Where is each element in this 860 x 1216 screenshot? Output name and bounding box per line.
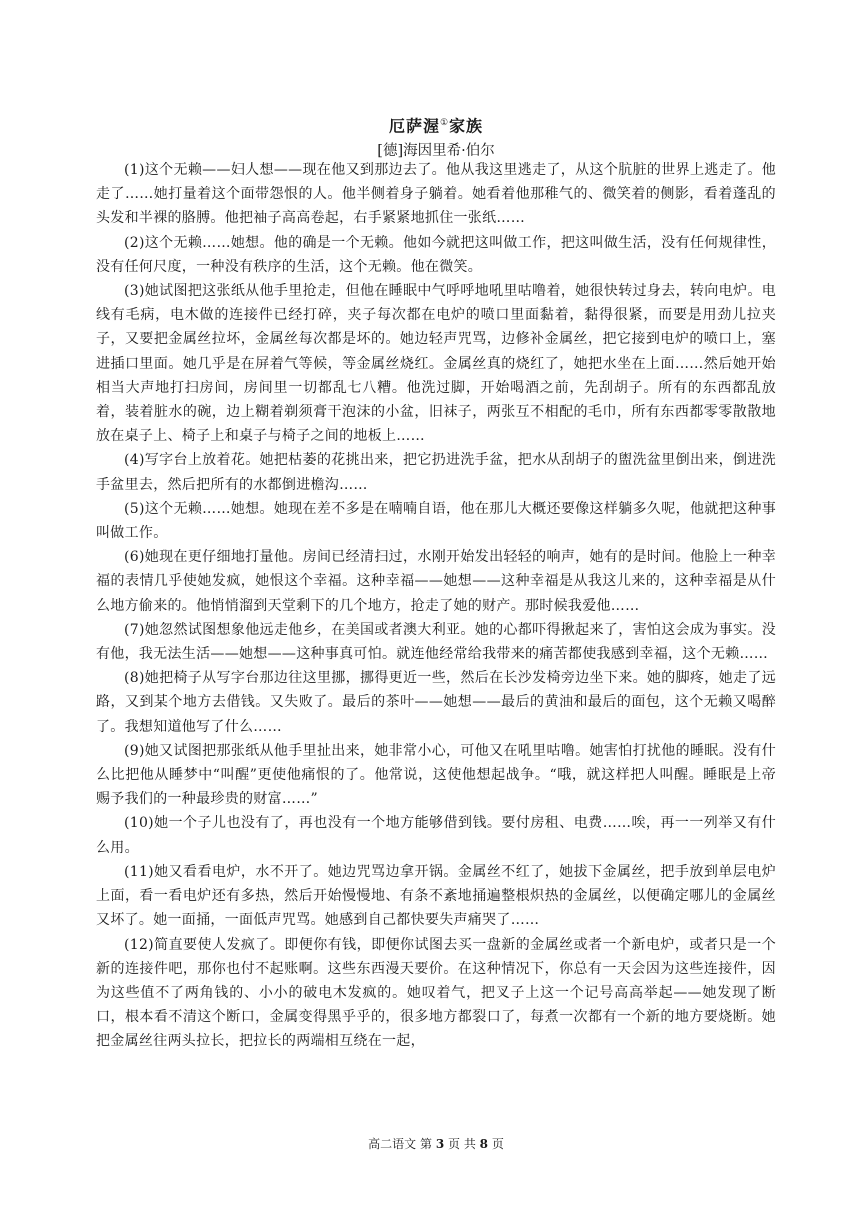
- footer-total-pages: 8: [479, 1137, 489, 1151]
- title-main: 厄萨渥: [388, 116, 440, 136]
- footer-page-number: 3: [435, 1137, 445, 1151]
- story-title: [96, 112, 776, 137]
- paragraph-7: (7)她忽然试图想象他远走他乡，在美国或者澳大利亚。她的心都吓得揪起来了，害怕这会成为事实。没有他，我无法生活——她想——这种事真可怕。就连他经常给我带来的痛苦都使我感到幸福，这个无赖……: [96, 621, 776, 663]
- title-suffix: 家族: [449, 116, 484, 136]
- paragraph-9: (9)她又试图把那张纸从他手里扯出来，她非常小心，可他又在吼里咕噜。她害怕打扰他的睡眠。没有什么比把他从睡梦中“叫醒”更使他痛恨的了。他常说，这使他想起战争。“哦，就这样把人叫醒。睡眠是上帝赐予我们的一种最珍贵的财富……”: [96, 742, 776, 808]
- paragraph-6: (6)她现在更仔细地打量他。房间已经清扫过，水刚开始发出轻轻的响声，她有的是时间。他脸上一种幸福的表情几乎使她发疯，她恨这个幸福。这种幸福——她想——这种幸福是从我这儿来的，这种幸福是从什么地方偷来的。他悄悄溜到天堂剩下的几个地方，抢走了她的财产。那时候我爱他……: [96, 549, 776, 614]
- footer-page-suffix: 页: [491, 1137, 504, 1151]
- title-footnote-marker: ①: [439, 118, 450, 128]
- footer-page-label: 第: [419, 1137, 432, 1151]
- author-line: [德]海因里希·伯尔: [377, 143, 495, 160]
- story-body: [96, 158, 776, 1054]
- paragraph-10: (10)她一个子儿也没有了，再也没有一个地方能够借到钱。要付房租、电费……唉，再一一列举又有什么用。: [96, 815, 776, 856]
- paragraph-11: (11)她又看看电炉，水不开了。她边咒骂边拿开锅。金属丝不红了，她拔下金属丝，把手放到单层电炉上面，看一看电炉还有多热，然后开始慢慢地、有条不紊地捅遍整根炽热的金属丝，以便确定哪儿的金属丝又坏了。她一面捅，一面低声咒骂。她感到自己都快要失声痛哭了……: [96, 863, 776, 929]
- paragraph-12: (12)简直要使人发疯了。即便你有钱，即便你试图去买一盘新的金属丝或者一个新电炉，或者只是一个新的连接件吧，那你也付不起账啊。这些东西漫天要价。在这种情况下，你总有一天会因为这些连接件，因为这些值不了两角钱的、小小的破电木发疯的。她叹着气，把叉子上这一个记号高高举起——她发现了断口，根本看不清这个断口，金属变得黑乎乎的，很多地方都裂口了，每煮一次都有一个新的地方要烧断。她把金属丝往两头拉长，把拉长的两端相互绕在一起，: [96, 936, 776, 1050]
- paragraph-8: (8)她把椅子从写字台那边往这里挪，挪得更近一些，然后在长沙发椅旁边坐下来。她的脚疼，她走了远路，又到某个地方去借钱。又失败了。最后的茶叶——她想——最后的黄油和最后的面包，这个无赖又喝醉了。我想知道他写了什么……: [96, 670, 776, 735]
- title-block: [96, 112, 776, 163]
- paragraph-5: (5)这个无赖……她想。她现在差不多是在喃喃自语，他在那儿大概还要像这样躺多久呢，他就把这种事叫做工作。: [96, 500, 776, 542]
- footer-subject: 高二语文: [368, 1137, 417, 1151]
- paragraph-3: (3)她试图把这张纸从他手里抢走，但他在睡眠中气呼呼地吼里咕噜着，她很快转过身去，转向电炉。电线有毛病，电木做的连接件已经打碎，夹子每次都在电炉的喷口里面黏着，黏得很紧，而要是用劲儿拉夹子，又要把金属丝拉坏，金属丝每次都是坏的。她边轻声咒骂，边修补金属丝，把它接到电炉的喷口上，塞进插口里面。她几乎是在屏着气等候，等金属丝烧红。金属丝真的烧红了，她把水坐在上面……然后她开始相当大声地打扫房间，房间里一切都乱七八糟。他洗过脚，开始喝酒之前，先刮胡子。所有的东西都乱放着，装着脏水的碗，边上糊着剃须膏干泡沫的小盆，旧袜子，两张互不相配的毛巾，所有东西都零零散散地放在桌子上、椅子上和桌子与椅子之间的地板上……: [96, 283, 776, 445]
- footer-of-label: 页 共: [448, 1137, 476, 1151]
- paragraph-2: (2)这个无赖……她想。他的确是一个无赖。他如今就把这叫做工作，把这叫做生活，没有任何规律性，没有任何尺度，一种没有秩序的生活，这个无赖。他在微笑。: [96, 234, 776, 275]
- paragraph-1: (1)这个无赖——妇人想——现在他又到那边去了。他从我这里逃走了，从这个肮脏的世界上逃走了。他走了……她打量着这个面带怨恨的人。他半侧着身子躺着。她看着他那稚气的、微笑着的侧影，看着蓬乱的头发和半裸的胳膊。他把袖子高高卷起，右手紧紧地抓住一张纸……: [96, 162, 776, 227]
- paragraph-4: (4)写字台上放着花。她把枯萎的花挑出来，把它扔进洗手盆，把水从刮胡子的盥洗盆里倒出来，倒进洗手盆里去，然后把所有的水都倒进檐沟……: [96, 452, 776, 493]
- document-page: [96, 0, 776, 1216]
- page-footer: [96, 1136, 776, 1152]
